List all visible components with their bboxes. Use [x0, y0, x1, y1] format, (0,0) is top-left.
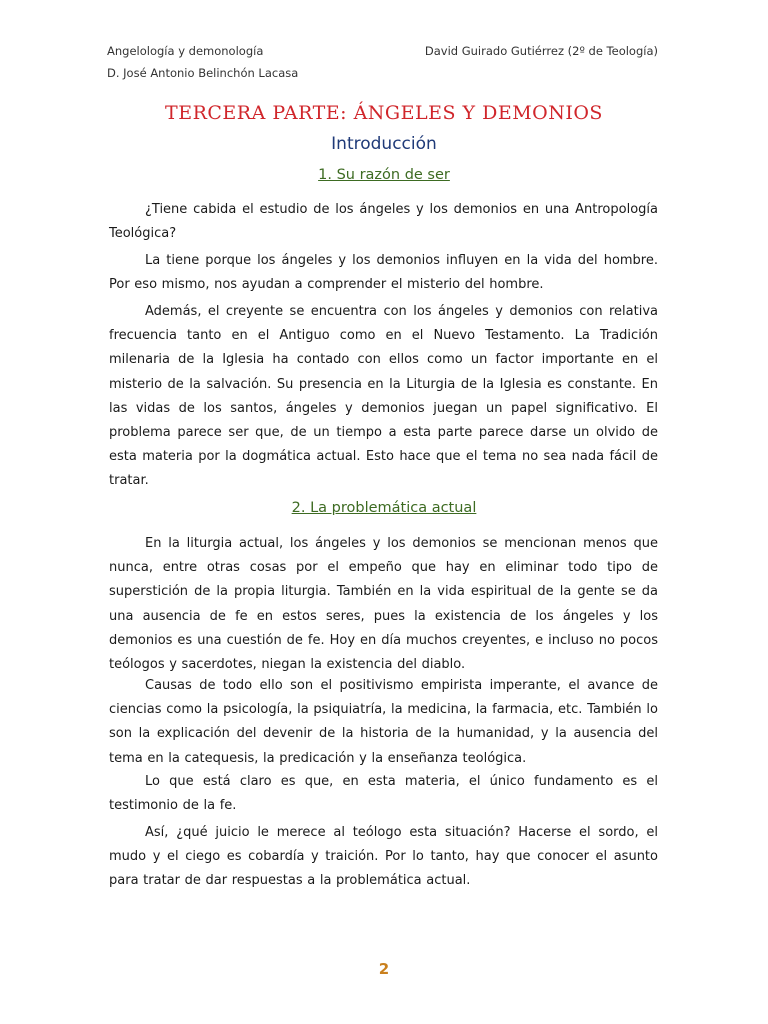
section-title-2: 2. La problemática actual	[291, 500, 477, 516]
paragraph: Causas de todo ello son el positivismo empirista imperante, el avance de ciencias como la psicología, la psiquiatría, la medicina, la farmacia, etc. También lo son la explicación del devenir de la historia de la humanidad, y la ausencia del tema en la catequesis, la predicación y la enseñanza teológica.	[109, 678, 658, 766]
paragraph: Así, ¿qué juicio le merece al teólogo esta situación? Hacerse el sordo, el mudo y el ciego es cobardía y traición. Por lo tanto, hay que conocer el asunto para tratar de dar respuestas a la problemática actual.	[109, 825, 658, 889]
header-course-title: Angelología y demonología	[107, 44, 264, 58]
header-author: David Guirado Gutiérrez (2º de Teología)	[424, 44, 658, 58]
paragraph: ¿Tiene cabida el estudio de los ángeles y los demonios en una Antropología Teológica?	[109, 202, 658, 242]
part-title: TERCERA PARTE: ÁNGELES Y DEMONIOS	[165, 102, 603, 124]
paragraph: La tiene porque los ángeles y los demonios influyen en la vida del hombre. Por eso mismo, nos ayudan a comprender el misterio del hombre.	[109, 253, 658, 293]
paragraph: Lo que está claro es que, en esta materia, el único fundamento es el testimonio de la fe.	[109, 774, 658, 814]
page-number: 2	[378, 960, 390, 978]
intro-title: Introducción	[331, 134, 437, 154]
paragraph: Además, el creyente se encuentra con los ángeles y demonios con relativa frecuencia tanto en el Antiguo como en el Nuevo Testamento. La Tradición milenaria de la Iglesia ha contado con ellos como un factor importante en el misterio de la salvación. Su presencia en la Liturgia de la Iglesia es constante. En las vidas de los santos, ángeles y demonios juegan un papel significativo. El problema parece ser que, de un tiempo a esta parte parece darse un olvido de esta materia por la dogmática actual. Esto hace que el tema no sea nada fácil de tratar.	[109, 304, 658, 489]
header-professor: D. José Antonio Belinchón Lacasa	[107, 66, 299, 80]
paragraph: En la liturgia actual, los ángeles y los demonios se mencionan menos que nunca, entre otras cosas por el empeño que hay en eliminar todo tipo de superstición de la propia liturgia. También en la vida espiritual de la gente se da una ausencia de fe en estos seres, pues la existencia de los ángeles y los demonios es una cuestión de fe. Hoy en día muchos creyentes, e incluso no pocos teólogos y sacerdotes, niegan la existencia del diablo.	[109, 536, 658, 673]
section-title-1: 1. Su razón de ser	[318, 167, 450, 183]
